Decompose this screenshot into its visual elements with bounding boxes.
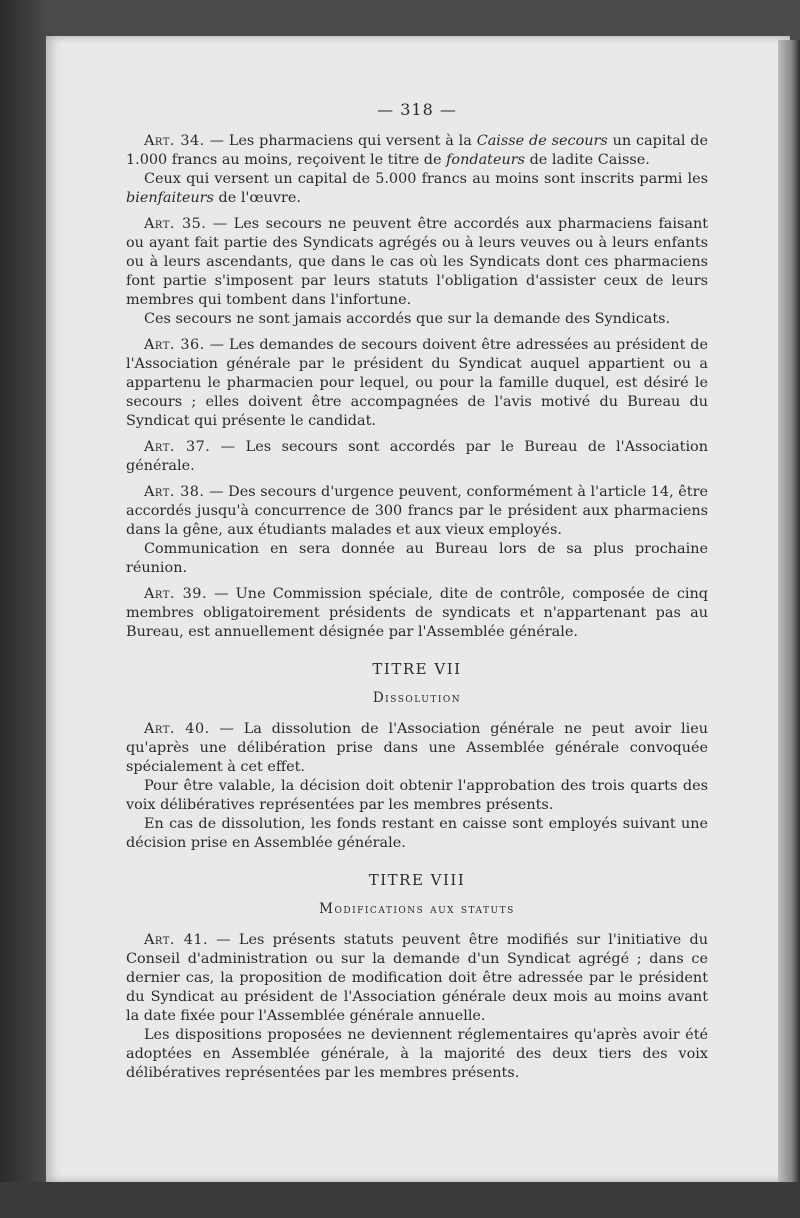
article-paragraph: Les dispositions proposées ne deviennent réglementaires qu'après avoir été adoptées en Assemblée générale, à la majorité des deux tiers des voix délibératives représentées par les membres présents. — [126, 1027, 708, 1081]
section-subtitle: Dissolution — [372, 690, 462, 706]
article-paragraph: En cas de dissolution, les fonds restant en caisse sont employés suivant une décision prise en Assemblée générale. — [126, 816, 708, 851]
article-label: Art. 37. — [144, 439, 211, 455]
article-label: Art. 38. — [144, 484, 205, 500]
article-label: Art. 34. — [144, 133, 205, 149]
article-label: Art. 41. — [144, 932, 209, 948]
section-title: TITRE VIII — [368, 871, 466, 889]
article-label: Art. 40. — [144, 721, 210, 737]
article-paragraph: Pour être valable, la décision doit obtenir l'approbation des trois quarts des voix délibératives représentées par les membres présents. — [126, 778, 708, 813]
article-text: Ceux qui versent un capital de 5.000 francs au moins sont inscrits parmi les — [144, 171, 708, 187]
article-paragraph: Communication en sera donnée au Bureau lors de sa plus prochaine réunion. — [126, 541, 708, 576]
article-text: — La dissolution de l'Association générale ne peut avoir lieu qu'après une délibération prise dans une Assemblée générale convoquée spécialement à cet effet. — [126, 721, 708, 775]
article-text: — Les secours sont accordés par le Bureau de l'Association générale. — [126, 439, 708, 474]
article-paragraph: Ces secours ne sont jamais accordés que sur la demande des Syndicats. — [144, 311, 671, 327]
article-38 — [126, 483, 708, 540]
article-36 — [126, 336, 708, 431]
article-text: — Les demandes de secours doivent être adressées au président de l'Association générale par le président du Syndicat auquel appartient ou a appartenu le pharmacien pour lequel, ou pour la famille duquel, est désiré le secours ; elles doivent être accompagnées de l'avis motivé du Bureau du Syndicat qui présente le candidat. — [126, 337, 708, 429]
article-text: — Les secours ne peuvent être accordés aux pharmaciens faisant ou ayant fait partie des Syndicats agrégés ou à leurs veuves ou à leurs enfants ou à leurs ascendants, que dans le cas où les Syndicats dont ces pharmaciens font partie s'imposent par leurs statuts l'obligation d'assister ceux de leurs membres qui tombent dans l'infortune. — [126, 216, 708, 308]
article-text: un capital de 1.000 francs au moins, reçoivent le titre de — [126, 133, 709, 168]
article-40 — [126, 720, 708, 777]
page-content — [126, 60, 708, 1083]
page-edge — [778, 40, 800, 1190]
article-italic: Caisse de secours — [476, 133, 608, 149]
article-text: — Les pharmaciens qui versent à la — [204, 133, 477, 149]
section-title: TITRE VII — [372, 660, 462, 678]
article-italic: bienfaiteurs — [126, 190, 214, 206]
article-label: Art. 35. — [144, 216, 207, 232]
article-label: Art. 36. — [144, 337, 205, 353]
article-39 — [126, 585, 708, 642]
article-label: Art. 39. — [144, 586, 208, 602]
article-text: de ladite Caisse. — [525, 152, 650, 168]
section-subtitle: Modifications aux statuts — [319, 901, 515, 917]
article-37 — [126, 438, 708, 476]
article-34 — [126, 132, 708, 170]
article-text: — Des secours d'urgence peuvent, conformément à l'article 14, être accordés jusqu'à concurrence de 300 francs par le président aux pharmaciens dans la gêne, aux étudiants malades et aux vieux employés. — [126, 484, 708, 538]
scan-border — [0, 1182, 800, 1218]
article-paragraph — [126, 170, 708, 208]
article-italic: fondateurs — [446, 152, 525, 168]
page-number: — 318 — — [377, 100, 457, 119]
article-text: de l'œuvre. — [213, 190, 301, 206]
article-35 — [126, 215, 708, 310]
article-41 — [126, 931, 708, 1026]
article-text: — Les présents statuts peuvent être modifiés sur l'initiative du Conseil d'administration ou sur la demande d'un Syndicat agrégé ; dans ce dernier cas, la proposition de modification doit être adressée par le président du Syndicat au président de l'Association générale deux mois au moins avant la date fixée pour l'Assemblée générale annuelle. — [126, 932, 709, 1024]
article-text: — Une Commission spéciale, dite de contrôle, composée de cinq membres obligatoirement présidents de syndicats et n'appartenant pas au Bureau, est annuellement désignée par l'Assemblée générale. — [126, 586, 708, 640]
